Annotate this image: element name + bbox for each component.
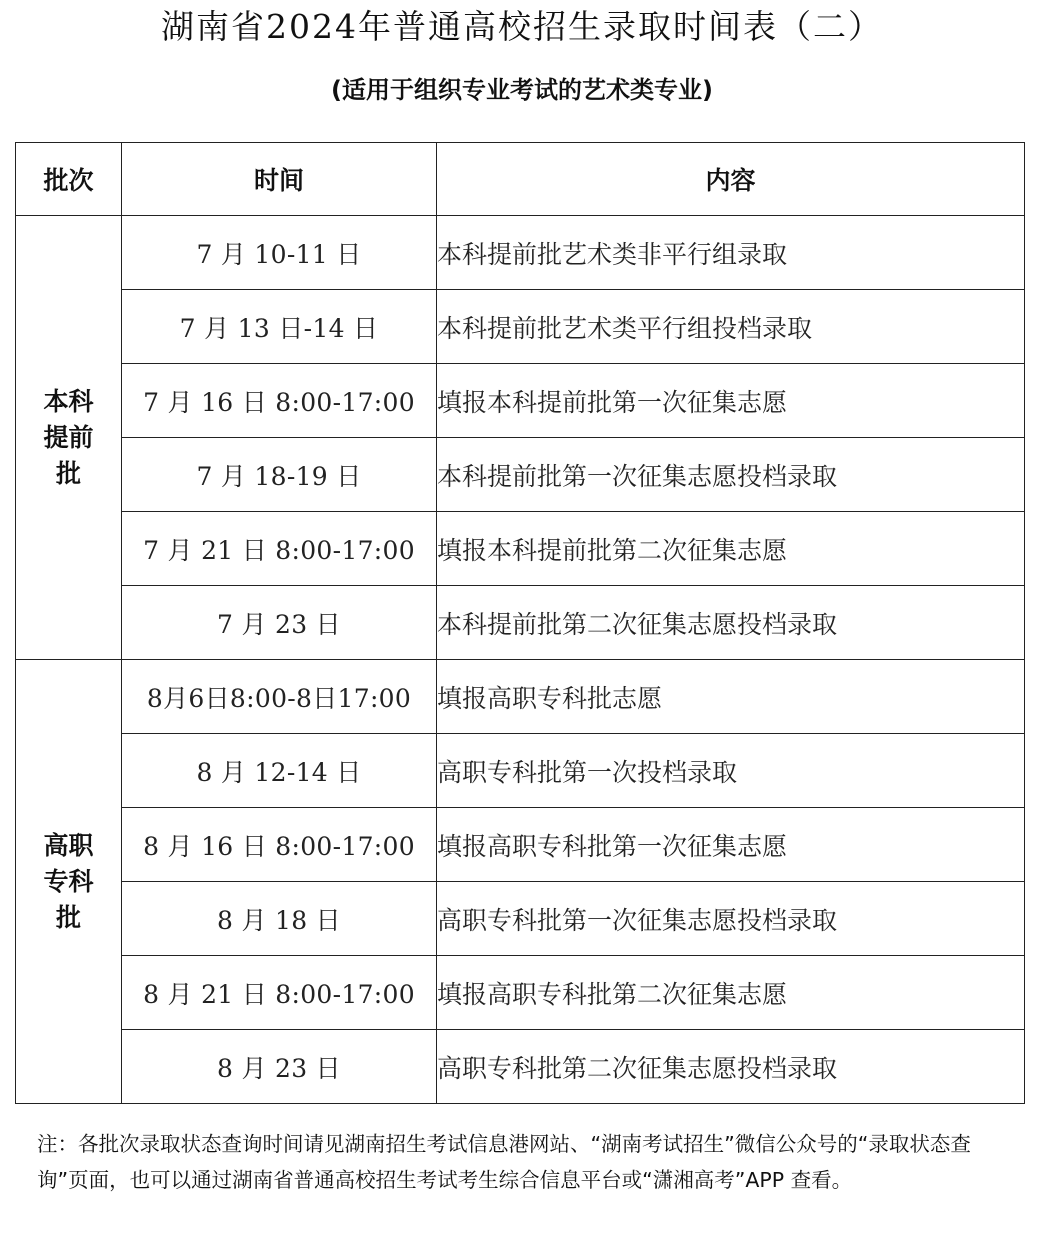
batch-cell-undergraduate-early bbox=[16, 216, 122, 660]
content-cell: 填报本科提前批第二次征集志愿 bbox=[437, 512, 1025, 586]
time-cell: 8 月 12-14 日 bbox=[122, 734, 437, 808]
batch-label-line: 批 bbox=[55, 902, 81, 932]
time-cell: 8 月 23 日 bbox=[122, 1030, 437, 1104]
table-row bbox=[16, 438, 1025, 512]
time-cell: 7 月 16 日 8:00-17:00 bbox=[122, 364, 437, 438]
table-header-row bbox=[16, 143, 1025, 216]
time-cell: 7 月 10-11 日 bbox=[122, 216, 437, 290]
batch-label-line: 专科 bbox=[43, 866, 94, 896]
batch-label-line: 高职 bbox=[43, 830, 94, 860]
table-row bbox=[16, 1030, 1025, 1104]
time-cell: 8 月 16 日 8:00-17:00 bbox=[122, 808, 437, 882]
page-title: 湖南省2024年普通高校招生录取时间表（二） bbox=[161, 7, 883, 46]
table-row bbox=[16, 808, 1025, 882]
content-cell: 填报本科提前批第一次征集志愿 bbox=[437, 364, 1025, 438]
content-cell: 高职专科批第一次征集志愿投档录取 bbox=[437, 882, 1025, 956]
content-cell: 填报高职专科批志愿 bbox=[437, 660, 1025, 734]
schedule-table bbox=[15, 142, 1025, 1104]
time-cell: 8 月 18 日 bbox=[122, 882, 437, 956]
batch-label-line: 提前 bbox=[43, 422, 94, 452]
time-cell: 7 月 23 日 bbox=[122, 586, 437, 660]
table-row bbox=[16, 216, 1025, 290]
batch-cell-vocational bbox=[16, 660, 122, 1104]
page-subtitle: (适用于组织专业考试的艺术类专业) bbox=[331, 76, 713, 104]
table-row bbox=[16, 586, 1025, 660]
time-cell: 7 月 21 日 8:00-17:00 bbox=[122, 512, 437, 586]
table-row bbox=[16, 956, 1025, 1030]
content-cell: 高职专科批第一次投档录取 bbox=[437, 734, 1025, 808]
content-cell: 本科提前批艺术类平行组投档录取 bbox=[437, 290, 1025, 364]
header-batch: 批次 bbox=[16, 143, 122, 216]
footnote: 注：各批次录取状态查询时间请见湖南招生考试信息港网站、“湖南考试招生”微信公众号的“录取状态查询”页面，也可以通过湖南省普通高校招生考试考生综合信息平台或“潇湘高考”APP 查看。 bbox=[37, 1132, 971, 1192]
table-row bbox=[16, 290, 1025, 364]
header-time: 时间 bbox=[122, 143, 437, 216]
table-row bbox=[16, 660, 1025, 734]
table-row bbox=[16, 734, 1025, 808]
batch-label-line: 本科 bbox=[43, 386, 94, 416]
content-cell: 填报高职专科批第二次征集志愿 bbox=[437, 956, 1025, 1030]
time-cell: 7 月 13 日-14 日 bbox=[122, 290, 437, 364]
time-cell: 8 月 21 日 8:00-17:00 bbox=[122, 956, 437, 1030]
content-cell: 填报高职专科批第一次征集志愿 bbox=[437, 808, 1025, 882]
batch-label-line: 批 bbox=[55, 458, 81, 488]
table-row bbox=[16, 512, 1025, 586]
content-cell: 本科提前批第二次征集志愿投档录取 bbox=[437, 586, 1025, 660]
time-cell: 8月6日8:00-8日17:00 bbox=[122, 660, 437, 734]
content-cell: 高职专科批第二次征集志愿投档录取 bbox=[437, 1030, 1025, 1104]
time-cell: 7 月 18-19 日 bbox=[122, 438, 437, 512]
table-row bbox=[16, 364, 1025, 438]
content-cell: 本科提前批艺术类非平行组录取 bbox=[437, 216, 1025, 290]
table-row bbox=[16, 882, 1025, 956]
header-content: 内容 bbox=[437, 143, 1025, 216]
content-cell: 本科提前批第一次征集志愿投档录取 bbox=[437, 438, 1025, 512]
